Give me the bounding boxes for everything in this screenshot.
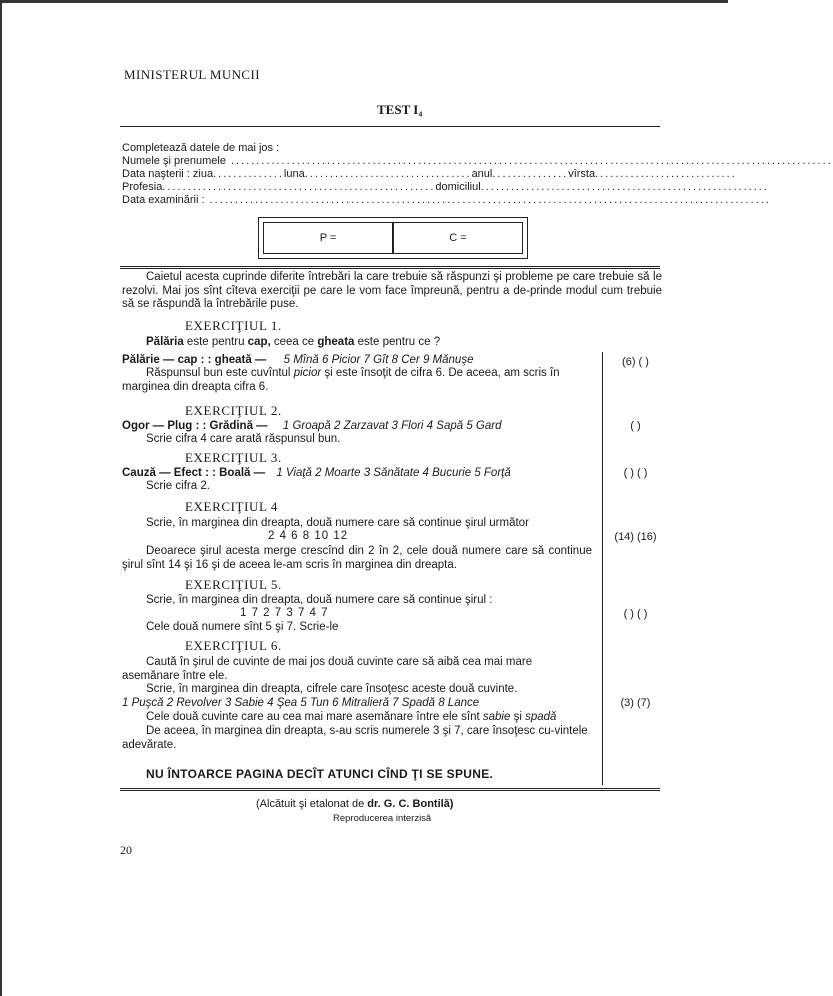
ex1-expl-a: Răspunsul bun este cuvîntul bbox=[146, 367, 294, 379]
instructions-divider bbox=[120, 266, 660, 269]
exercise-6-options-row bbox=[122, 697, 592, 711]
exercise-4-answer[interactable]: (14) (16) bbox=[614, 531, 657, 543]
exercise-5-explanation: Cele două numere sînt 5 şi 7. Scrie-le bbox=[146, 621, 339, 633]
ex2-options: 1 Groapă 2 Zarzavat 3 Flori 4 Sapă 5 Gard bbox=[282, 420, 502, 432]
exercise-5-sequence: 1 7 2 7 3 7 4 7 bbox=[240, 607, 329, 619]
exercise-6-explanation bbox=[146, 711, 596, 725]
exercise-4-instruction: Scrie, în marginea din dreapta, două numere care să continue şirul următor bbox=[146, 517, 529, 529]
exam-date-label: Data examinării : bbox=[122, 194, 205, 206]
ministry-header: MINISTERUL MUNCII bbox=[124, 67, 260, 82]
age-field[interactable]: ............................ bbox=[595, 168, 737, 180]
author-credit bbox=[256, 798, 453, 810]
ex1-q-head: cap, bbox=[247, 336, 271, 348]
footer-divider bbox=[120, 788, 660, 791]
exercise-1-title: EXERCIŢIUL 1. bbox=[185, 318, 282, 333]
ex1-expl-b: şi este însoţit de cifra 6. De aceea, am scris în marginea din dreapta cifra 6. bbox=[122, 367, 560, 393]
ex1-q-text1: este pentru bbox=[183, 336, 248, 348]
page-left-edge-line bbox=[0, 0, 2, 996]
author-name: dr. G. C. Bontilă) bbox=[367, 798, 454, 810]
profession-field-row bbox=[122, 181, 769, 194]
p-score-label: P = bbox=[319, 232, 337, 244]
exam-date-row bbox=[122, 194, 771, 207]
domicile-label: domiciliul bbox=[435, 181, 481, 193]
author-prefix: (Alcătuit şi etalonat de bbox=[256, 798, 368, 810]
ex6-and: şi bbox=[510, 711, 526, 723]
exercise-4-explanation: Deoarece şirul acesta merge crescînd din 2 în 2, cele două numere care să continue şirul sînt 14 şi 16 şi de aceea le-am scris în marginea din dreapta. bbox=[122, 545, 592, 571]
exercise-1-answer[interactable]: (6) ( ) bbox=[622, 356, 649, 368]
exercise-4-title: EXERCIŢIUL 4 bbox=[185, 499, 279, 514]
p-score-cell[interactable] bbox=[264, 223, 392, 253]
name-label: Numele şi prenumele bbox=[122, 155, 226, 167]
exercise-3-title: EXERCIŢIUL 3. bbox=[185, 450, 282, 465]
ex1-options: 5 Mînă 6 Picior 7 Gît 8 Cer 9 Mănuşe bbox=[283, 354, 474, 366]
ex6-word-1: sabie bbox=[482, 711, 511, 723]
birth-label: Data naşterii : ziua bbox=[122, 168, 214, 180]
birth-day-field[interactable]: .............. bbox=[213, 168, 284, 180]
exam-date-field[interactable]: ............................................................................................................... bbox=[204, 194, 771, 206]
ex2-analogy: Ogor — Plug : : Grădină — bbox=[122, 420, 268, 432]
ex1-q-text3: este pentru ce ? bbox=[354, 336, 441, 348]
exercise-2-answer[interactable]: ( ) bbox=[630, 420, 641, 432]
reproduction-notice: Reproducerea interzisă bbox=[333, 813, 432, 824]
ex1-q-boot: gheata bbox=[317, 336, 355, 348]
ex1-expl-word: picior bbox=[293, 367, 322, 379]
header-divider bbox=[120, 126, 660, 127]
ex3-analogy: Cauză — Efect : : Boală — bbox=[122, 467, 266, 479]
score-box bbox=[258, 217, 528, 259]
exercise-3-analogy-row bbox=[122, 467, 592, 481]
ex6-word-2: spadă bbox=[525, 711, 557, 723]
do-not-turn-warning: NU ÎNTOARCE PAGINA DECÎT ATUNCI CÎND ŢI SE SPUNE. bbox=[146, 767, 494, 781]
exercise-6-instruction-2: Scrie, în marginea din dreapta, cifrele care însoţesc aceste două cuvinte. bbox=[146, 683, 518, 695]
domicile-field[interactable]: ......................................................... bbox=[480, 181, 769, 193]
birth-month-field[interactable]: ................................. bbox=[304, 168, 472, 180]
birth-year-field[interactable]: ............... bbox=[492, 168, 569, 180]
exercise-1-question bbox=[146, 336, 616, 350]
ex3-options: 1 Viaţă 2 Moarte 3 Sănătate 4 Bucurie 5 Forţă bbox=[276, 467, 511, 479]
ex1-q-hat: Pălăria bbox=[146, 336, 184, 348]
birth-year-label: anul bbox=[471, 168, 493, 180]
birth-field-row bbox=[122, 168, 737, 181]
ex1-analogy: Pălărie — cap : : gheată — bbox=[122, 354, 267, 366]
exercise-3-answer[interactable]: ( ) ( ) bbox=[623, 467, 648, 479]
exercise-6-title: EXERCIŢIUL 6. bbox=[185, 638, 282, 653]
name-field[interactable]: ....................................................................................................................... bbox=[225, 155, 833, 167]
ex1-q-text2: ceea ce bbox=[270, 336, 318, 348]
form-intro: Completează datele de mai jos : bbox=[122, 142, 280, 154]
answer-margin-line bbox=[602, 352, 603, 785]
exercise-2-explanation: Scrie cifra 4 care arată răspunsul bun. bbox=[146, 433, 341, 445]
birth-month-label: luna bbox=[283, 168, 305, 180]
exercise-6-instruction: Caută în şirul de cuvinte de mai jos două cuvinte care să aibă cea mai mare asemănare între ele. bbox=[122, 656, 533, 682]
exercise-4-sequence: 2 4 6 8 10 12 bbox=[268, 530, 349, 542]
exercise-6-answer[interactable]: (3) (7) bbox=[620, 697, 651, 709]
page-number: 20 bbox=[120, 843, 132, 857]
c-score-label: C = bbox=[449, 232, 467, 244]
name-field-row bbox=[122, 155, 833, 168]
profession-label: Profesia bbox=[122, 181, 163, 193]
exercise-5-answer[interactable]: ( ) ( ) bbox=[623, 608, 648, 620]
age-label: vîrsta bbox=[568, 168, 596, 180]
page-top-edge-line bbox=[0, 0, 728, 3]
exercise-1-explanation bbox=[122, 367, 592, 394]
ex6-options: 1 Puşcă 2 Revolver 3 Sabie 4 Şea 5 Tun 6 Mitralieră 7 Spadă 8 Lance bbox=[122, 697, 480, 709]
exercise-5-title: EXERCIŢIUL 5. bbox=[185, 577, 282, 592]
score-box-inner bbox=[263, 222, 523, 254]
exercise-5-instruction: Scrie, în marginea din dreapta, două numere care să continue şirul : bbox=[146, 594, 493, 606]
ex6-expl-a: Cele două cuvinte care au cea mai mare asemănare între ele sînt bbox=[146, 711, 483, 723]
exercise-3-explanation: Scrie cifra 2. bbox=[146, 480, 210, 492]
exercise-6-explanation-2: De aceea, în marginea din dreapta, s-au scris numerele 3 şi 7, care însoţesc cu-vintele adevărate. bbox=[122, 725, 588, 751]
profession-field[interactable]: ...................................................... bbox=[162, 181, 436, 193]
instructions-paragraph: Caietul acesta cuprinde diferite întrebări la care trebuie să răspunzi şi probleme pe care trebuie să le rezolvi. Mai jos sînt cîteva exerciţii pe care le vom face împreună, pentru a de-prinde modul cum trebuie să se răspundă la întrebările puse. bbox=[122, 271, 662, 310]
test-title: TEST I₄ bbox=[377, 102, 423, 117]
exercise-2-analogy-row bbox=[122, 420, 592, 434]
c-score-cell[interactable] bbox=[394, 223, 522, 253]
exercise-1-analogy-row bbox=[122, 354, 592, 368]
exercise-2-title: EXERCIŢIUL 2. bbox=[185, 403, 282, 418]
